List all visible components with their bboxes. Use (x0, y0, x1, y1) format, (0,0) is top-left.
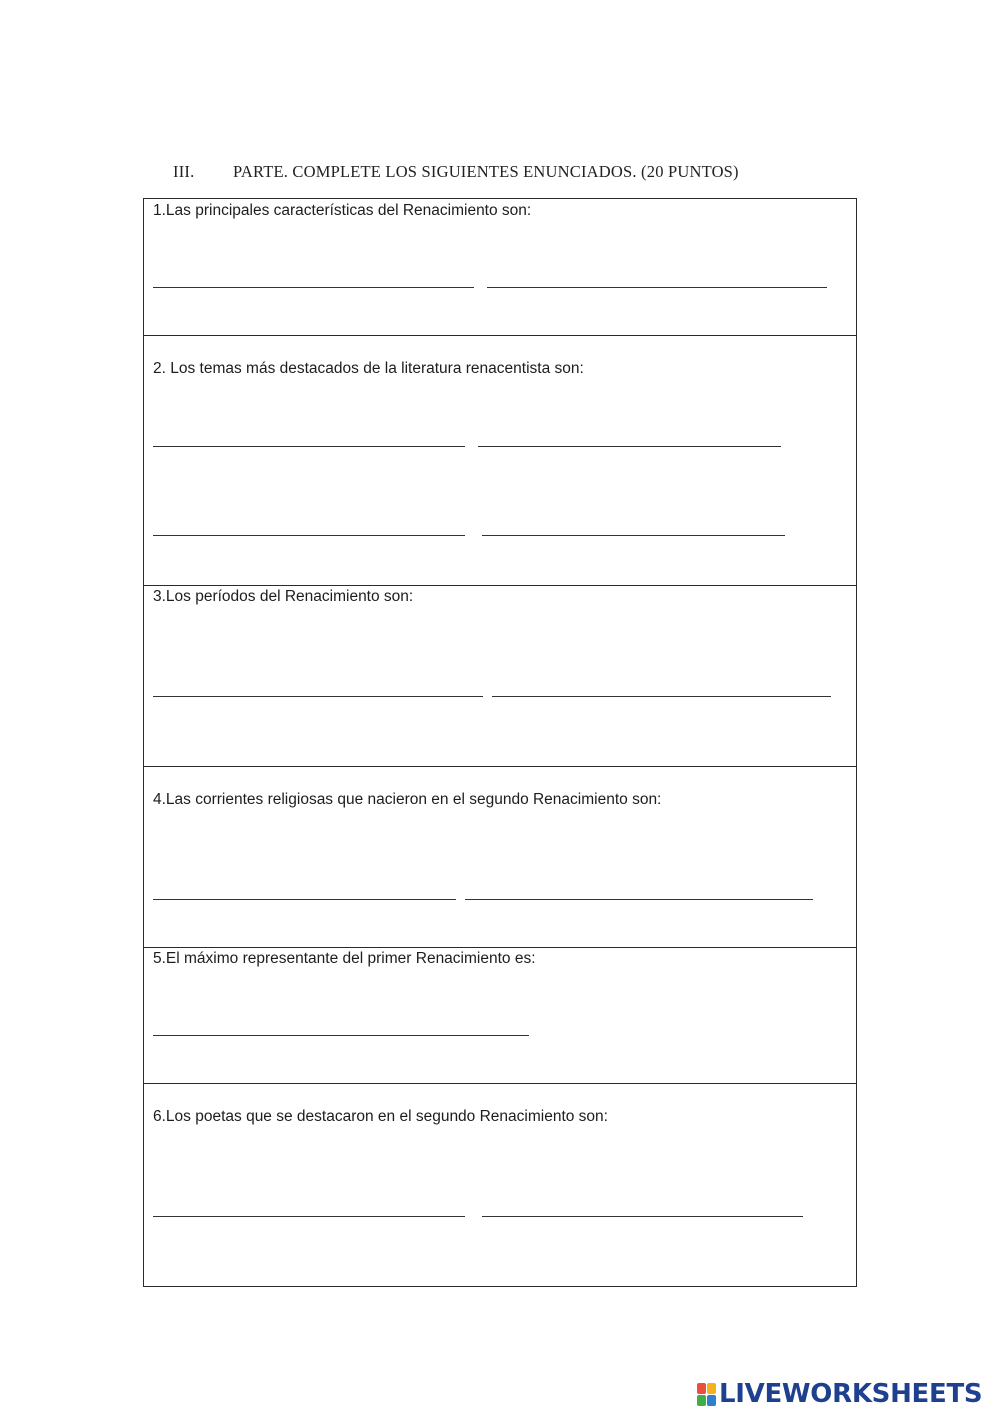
questions-table (143, 198, 857, 1287)
logo-text: LIVEWORKSHEETS (719, 1379, 983, 1409)
logo-square-blue (707, 1395, 716, 1406)
question-row-6 (144, 1083, 856, 1286)
question-5-text: 5.El máximo representante del primer Renacimiento es: (153, 950, 536, 967)
logo-mark-icon (697, 1383, 716, 1406)
question-2-text: 2. Los temas más destacados de la literatura renacentista son: (153, 360, 584, 377)
answer-1a-blank[interactable] (153, 287, 474, 288)
answer-6b-blank[interactable] (482, 1216, 803, 1217)
question-6-text: 6.Los poetas que se destacaron en el segundo Renacimiento son: (153, 1108, 608, 1125)
liveworksheets-logo (697, 1377, 982, 1411)
answer-2b-blank[interactable] (478, 446, 781, 447)
answer-3b-blank[interactable] (492, 696, 831, 697)
question-row-2 (144, 335, 856, 585)
logo-square-red (697, 1383, 706, 1394)
answer-2c-blank[interactable] (153, 535, 465, 536)
answer-4a-blank[interactable] (153, 899, 456, 900)
section-heading (173, 162, 833, 182)
answer-2a-blank[interactable] (153, 446, 465, 447)
answer-2d-blank[interactable] (482, 535, 785, 536)
section-number: III. (173, 162, 195, 181)
question-row-1 (144, 199, 856, 335)
answer-6a-blank[interactable] (153, 1216, 465, 1217)
logo-square-yellow (707, 1383, 716, 1394)
question-4-text: 4.Las corrientes religiosas que nacieron en el segundo Renacimiento son: (153, 791, 662, 808)
question-3-text: 3.Los períodos del Renacimiento son: (153, 588, 414, 605)
answer-4b-blank[interactable] (465, 899, 813, 900)
answer-5-blank[interactable] (153, 1035, 529, 1036)
question-row-5 (144, 947, 856, 1083)
answer-1b-blank[interactable] (487, 287, 827, 288)
answer-3a-blank[interactable] (153, 696, 483, 697)
question-1-text: 1.Las principales características del Renacimiento son: (153, 202, 532, 219)
question-row-3 (144, 585, 856, 766)
question-row-4 (144, 766, 856, 947)
logo-square-green (697, 1395, 706, 1406)
section-title: PARTE. COMPLETE LOS SIGUIENTES ENUNCIADOS. (20 PUNTOS) (233, 162, 739, 181)
